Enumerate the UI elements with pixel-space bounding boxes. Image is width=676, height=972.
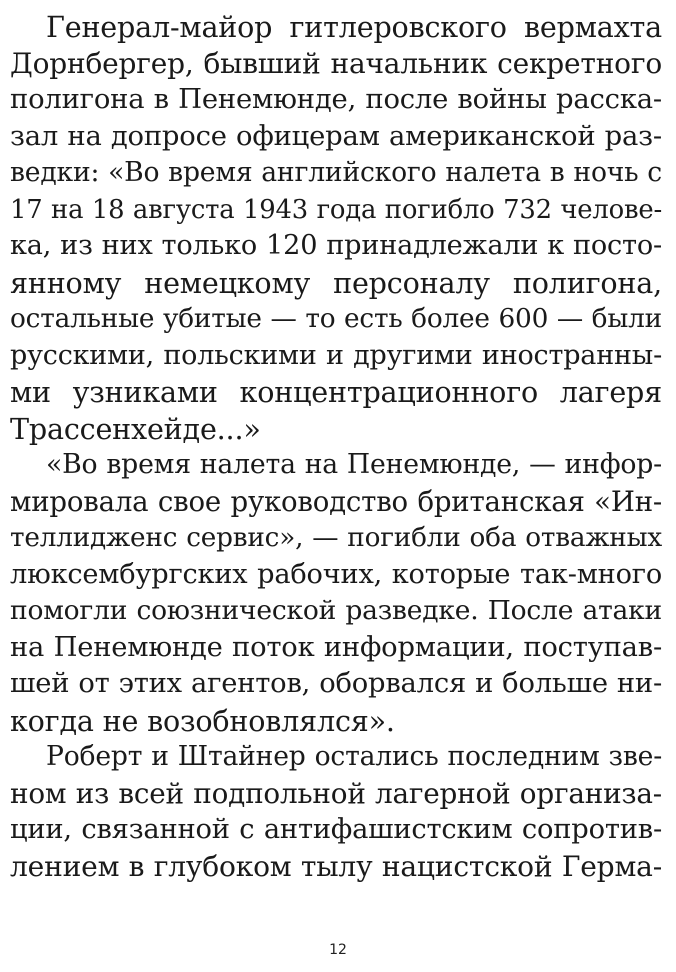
page-number: 12 bbox=[329, 942, 347, 958]
text-line-3: полигона в Пенемюнде, после войны расска- bbox=[10, 84, 662, 115]
text-line-22: ном из всей подпольной лагерной организа- bbox=[10, 776, 662, 810]
text-line-15: теллидженс сервис», — погибли оба отважных bbox=[10, 523, 662, 553]
text-line-16: люксембургских рабочих, которые так-много bbox=[10, 558, 662, 590]
text-line-5: ведки: «Во время английского налета в ночь с bbox=[10, 157, 662, 188]
text-line-9: остальные убитые — то есть более 600 — были bbox=[10, 304, 662, 334]
text-line-19: шей от этих агентов, оборвался и больше ни- bbox=[10, 668, 662, 699]
text-line-12: Трассенхейде...» bbox=[10, 411, 261, 446]
text-line-24: лением в глубоком тылу нацистской Герма- bbox=[10, 849, 662, 883]
text-line-8: янному немецкому персоналу полигона, bbox=[10, 265, 662, 300]
text-line-14: мировала свое руководство британская «Ин- bbox=[10, 484, 662, 518]
text-line-20: когда не возобновлялся». bbox=[10, 703, 395, 738]
text-line-17: помогли союзнической разведке. После атаки bbox=[10, 595, 662, 626]
text-line-7: ка, из них только 120 принадлежали к посто- bbox=[10, 230, 662, 261]
text-line-13: «Во время налета на Пенемюнде, — инфор- bbox=[46, 449, 662, 480]
text-line-10: русскими, польскими и другими иностранны- bbox=[10, 339, 662, 371]
text-line-21: Роберт и Штайнер остались последним зве- bbox=[46, 741, 662, 772]
body-text bbox=[10, 9, 662, 885]
text-line-1: Генерал-майор гитлеровского вермахта bbox=[46, 10, 662, 44]
text-line-2: Дорнбергер, бывший начальник секретного bbox=[10, 46, 662, 80]
text-line-11: ми узниками концентрационного лагеря bbox=[10, 375, 662, 409]
text-line-6: 17 на 18 августа 1943 года погибло 732 челове- bbox=[10, 194, 662, 225]
text-line-23: ции, связанной с антифашистским сопротив- bbox=[10, 814, 662, 845]
text-line-4: зал на допросе офицерам американской раз- bbox=[10, 120, 662, 152]
text-line-18: на Пенемюнде поток информации, поступав- bbox=[10, 631, 662, 663]
